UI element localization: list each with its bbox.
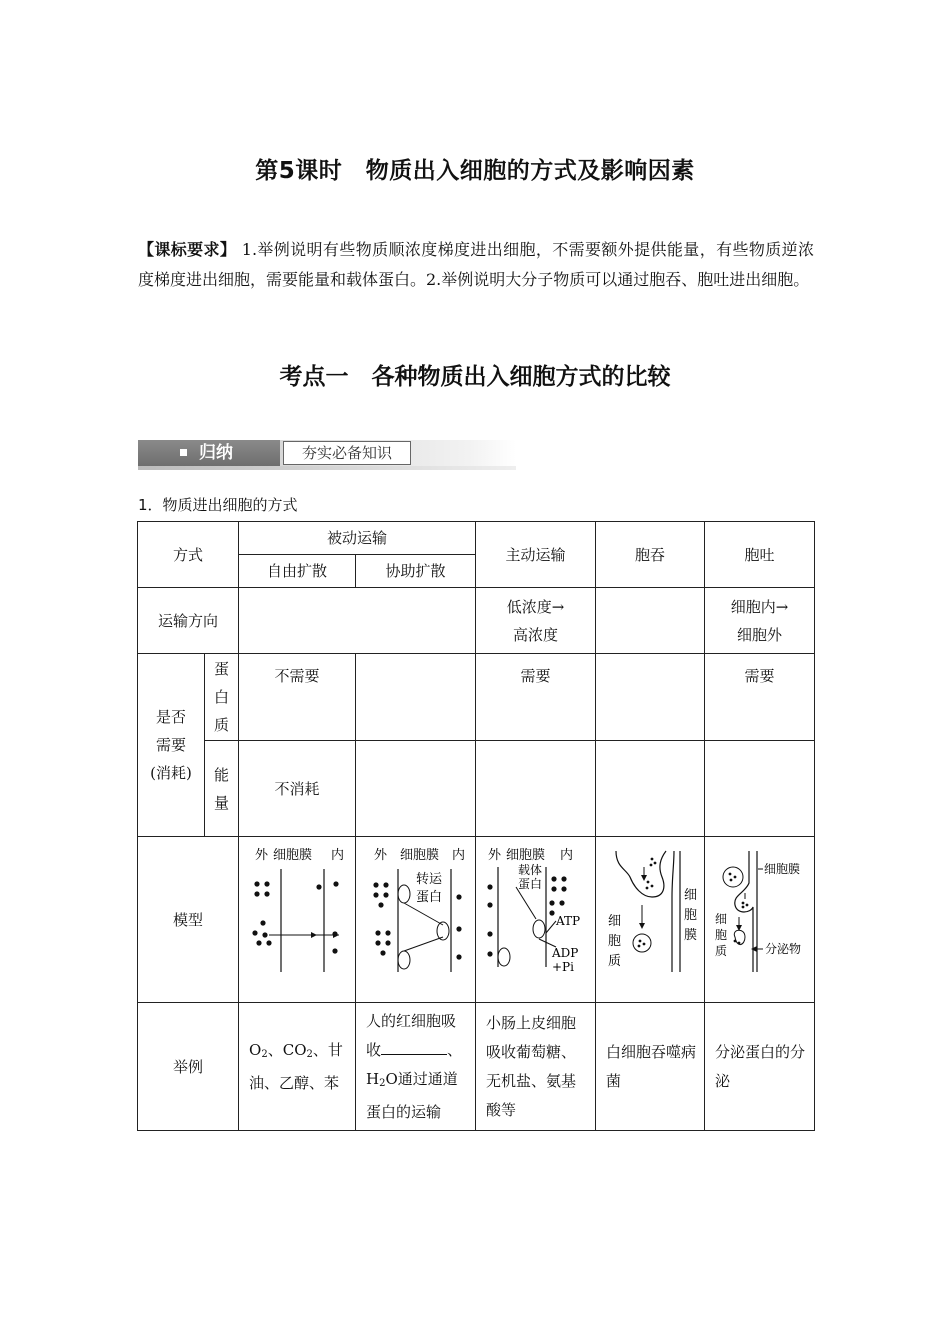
example-active: 小肠上皮细胞吸收葡萄糖、无机盐、氨基酸等: [476, 1003, 596, 1131]
transport-comparison-table: [137, 521, 815, 1131]
row-model-label: 模型: [138, 837, 239, 1003]
active-direction-line2: 高浓度: [513, 625, 559, 644]
row-direction-label: 运输方向: [138, 588, 239, 654]
banner-underline: [138, 466, 516, 470]
energy-char2: 量: [214, 793, 230, 812]
cytoplasm-char1: 细: [608, 914, 622, 929]
model-membrane-label: 细胞膜: [273, 848, 313, 863]
row-example-label: 举例: [138, 1003, 239, 1131]
carrier-protein: [398, 951, 410, 969]
active-energy-cell: [476, 741, 596, 837]
molecule-dots: [252, 881, 338, 953]
requirement-text: 1.举例说明有些物质顺浓度梯度进出细胞，不需要额外提供能量，有些物质逆浓度梯度进出细胞，需要能量和载体蛋白。2.举例说明大分子物质可以通过胞吞、胞吐进出细胞。: [138, 240, 814, 289]
exocytosis-model: [705, 837, 815, 993]
need-line1: 是否: [155, 708, 186, 726]
membrane-invagination: [616, 851, 666, 897]
model-inside-label: 内: [331, 848, 345, 863]
requirement-tag: 【课标要求】: [138, 240, 237, 259]
cargo-dots: [729, 873, 749, 945]
endo-protein-cell: [596, 654, 705, 741]
example-facilitated-part2: O通过通道蛋白的运输: [366, 1069, 458, 1121]
carrier-link: [404, 937, 443, 951]
model-free-cell: [239, 837, 356, 1003]
example-facilitated-part1: 人的红细胞吸收: [366, 1011, 457, 1059]
banner-box-label: 夯实必备知识: [283, 441, 411, 465]
header-facilitated-diffusion: 协助扩散: [356, 555, 476, 588]
passive-direction-cell: [239, 588, 476, 654]
exo-direction-line1: 细胞内→: [730, 597, 789, 616]
model-inside-label: 内: [560, 848, 574, 863]
adp-pointer: [539, 939, 556, 947]
header-passive: 被动运输: [239, 522, 476, 555]
cytoplasm-char3: 质: [715, 944, 728, 958]
model-outside-label: 外: [488, 848, 502, 863]
model-outside-label: 外: [255, 848, 269, 863]
exo-energy-cell: [705, 741, 815, 837]
membrane-line: [672, 851, 674, 972]
subsection-title: 1．物质进出细胞的方式: [138, 496, 298, 514]
carrier-protein: [498, 948, 510, 966]
o2-subscript: 2: [261, 1048, 268, 1060]
header-active: 主动运输: [476, 522, 596, 588]
exo-direction-line2: 细胞外: [737, 625, 783, 644]
energy-char1: 能: [214, 765, 230, 784]
h2o-text: H: [366, 1069, 380, 1088]
facilitated-energy-cell: [356, 741, 476, 837]
cytoplasm-char3: 质: [608, 954, 622, 969]
example-exo: 分泌蛋白的分泌: [705, 1003, 815, 1131]
header-exocytosis: 胞吐: [705, 522, 815, 588]
exo-direction-cell: [705, 588, 815, 654]
active-direction-line1: 低浓度→: [506, 597, 565, 616]
vesicle: [723, 867, 743, 887]
secretion-label: 分泌物: [765, 942, 802, 956]
carrier-label-2: 蛋白: [518, 877, 543, 891]
need-line2: 需要: [155, 736, 186, 754]
endo-energy-cell: [596, 741, 705, 837]
active-transport-model: [476, 837, 596, 993]
example-free-rest: 、甘油、乙醇、苯: [249, 1040, 343, 1092]
model-outside-label: 外: [374, 848, 388, 863]
endocytosis-model: [596, 837, 705, 993]
row-energy-label: [205, 741, 239, 837]
example-free: [239, 1003, 356, 1131]
model-membrane-label: 细胞膜: [400, 848, 440, 863]
example-endo: 白细胞吞噬病菌: [596, 1003, 705, 1131]
cytoplasm-char2: 胞: [608, 934, 622, 949]
row-protein-label: [205, 654, 239, 741]
co2-text: CO: [282, 1040, 307, 1059]
square-bullet-icon: [180, 449, 187, 456]
carrier-protein: [398, 885, 410, 903]
header-mode: 方式: [138, 522, 239, 588]
atp-pointer: [546, 921, 556, 933]
active-direction-cell: [476, 588, 596, 654]
model-membrane-label: 细胞膜: [506, 848, 546, 863]
arrow-down-icon: [639, 923, 645, 929]
free-protein-cell: 不需要: [239, 654, 356, 741]
curriculum-requirement: [138, 235, 814, 295]
separator: 、: [447, 1040, 463, 1059]
exo-protein-cell: 需要: [705, 654, 815, 741]
membrane-char2: 胞: [684, 908, 698, 923]
protein-char1: 蛋: [214, 660, 230, 678]
adp-label: ADP: [552, 946, 579, 960]
vesicle: [633, 934, 651, 952]
carrier-protein: [533, 920, 545, 938]
carrier-link: [404, 903, 443, 925]
active-protein-cell: 需要: [476, 654, 596, 741]
cytoplasm-char2: 胞: [715, 928, 728, 942]
page-title: 第5课时 物质出入细胞的方式及影响因素: [255, 158, 695, 184]
row-need-label: [138, 654, 205, 837]
header-endocytosis: 胞吞: [596, 522, 705, 588]
atp-label: ATP: [556, 914, 581, 928]
model-endo-cell: [596, 837, 705, 1003]
free-diffusion-model: [239, 837, 356, 993]
membrane-label: 细胞膜: [764, 862, 801, 876]
model-active-cell: [476, 837, 596, 1003]
separator: 、: [267, 1040, 283, 1059]
o2-text: O: [249, 1040, 262, 1059]
carrier-label-1: 载体: [518, 863, 543, 877]
model-inside-label: 内: [452, 848, 466, 863]
endo-direction-cell: [596, 588, 705, 654]
facilitated-protein-cell: [356, 654, 476, 741]
cytoplasm-char1: 细: [715, 912, 728, 926]
carrier-label-1: 转运: [416, 872, 443, 887]
carrier-label-2: 蛋白: [416, 890, 443, 905]
arrow-left-icon: [751, 946, 757, 952]
header-free-diffusion: 自由扩散: [239, 555, 356, 588]
membrane-char3: 膜: [684, 928, 698, 943]
membrane-char1: 细: [684, 888, 698, 903]
example-facilitated: [356, 1003, 476, 1131]
section-heading: 考点一 各种物质出入细胞方式的比较: [279, 364, 671, 390]
facilitated-diffusion-model: [356, 837, 476, 993]
need-line3: (消耗): [150, 764, 192, 782]
model-exo-cell: [705, 837, 815, 1003]
summary-banner: [138, 438, 516, 470]
answer-blank: [381, 1040, 447, 1055]
protein-char3: 质: [214, 716, 230, 734]
membrane-line: [735, 851, 753, 972]
h2o-subscript: 2: [379, 1077, 386, 1089]
free-energy-cell: 不消耗: [239, 741, 356, 837]
banner-dark: [138, 440, 280, 466]
protein-char2: 白: [214, 688, 230, 706]
co2-subscript: 2: [306, 1048, 313, 1060]
pi-label: +Pi: [552, 960, 574, 974]
carrier-pointer: [516, 887, 536, 919]
arrow-head-icon: [311, 932, 317, 938]
model-facilitated-cell: [356, 837, 476, 1003]
banner-dark-label: 归纳: [199, 443, 233, 463]
arrow-down-icon: [641, 875, 647, 881]
